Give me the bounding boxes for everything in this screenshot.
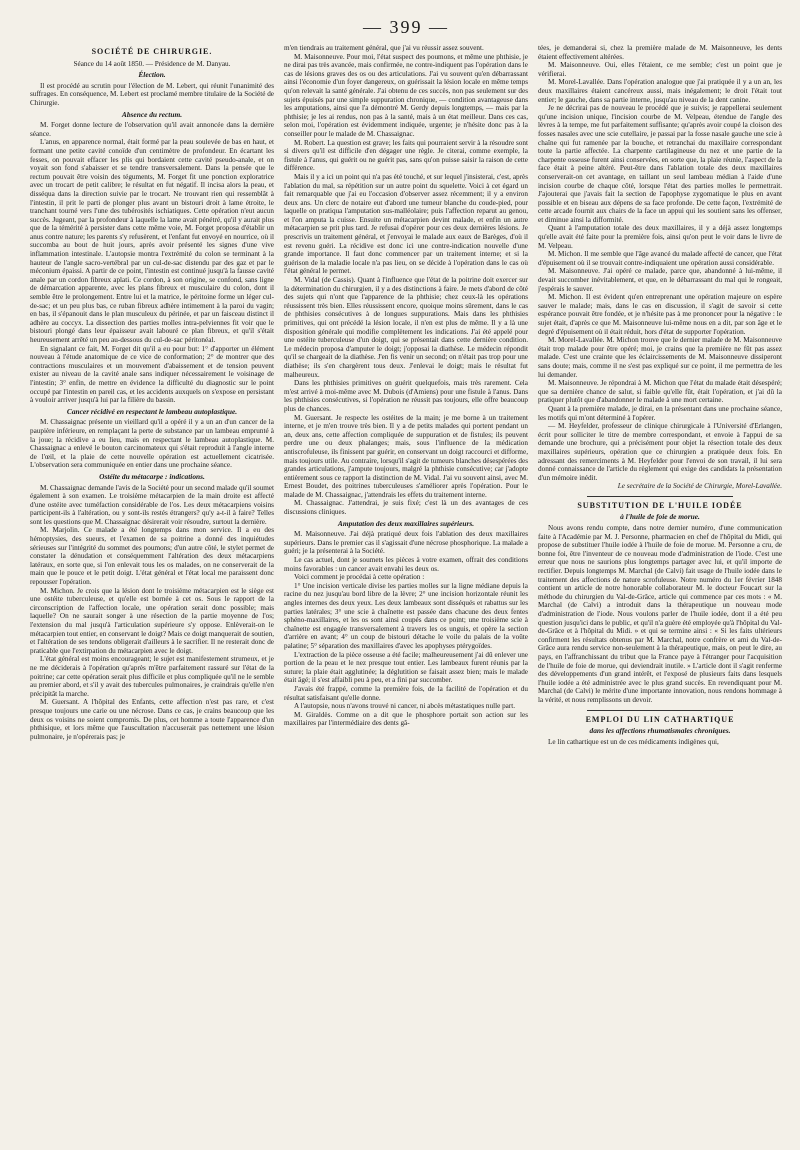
paragraph: Le cas actuel, dont je soumets les pièces à votre examen, offrait des conditions moins favorables : un cancer avait envahi les deux os. (284, 556, 528, 573)
paragraph: Dans les phthisies primitives on guérit quelquefois, mais très rarement. Cela m'est arrivé à moi-même avec M. Dubois (d'Amiens) pour une fistule à l'anus. Dans les phthisies consécutives, si l'opération ne réussit pas toujours, elle offre beaucoup plus de chances. (284, 379, 528, 413)
paragraph: tées, je demanderai si, chez la première malade de M. Maisonneuve, les dents étaient effectivement altérées. (538, 44, 782, 61)
paragraph: M. Robert. La question est grave; les faits qui pourraient servir à la résoudre sont si divers qu'il est difficile d'en dégager une règle. Je citerai, comme exemple, la fistule à l'anus, qui guérit ou ne guérit pas, sans qu'on puisse saisir la raison de cette différence. (284, 138, 528, 173)
paragraph: M. Forget donne lecture de l'observation qu'il avait annoncée dans la dernière séance. (30, 121, 274, 138)
column-1 (30, 44, 274, 1144)
paragraph: M. Guersant. A l'hôpital des Enfants, cette affection n'est pas rare, et c'est presque toujours une carie ou une nécrose. Dans ce cas, je crains beaucoup que les deux os voisins ne soient compromis. De plus, cet homme a toute l'apparence d'un phthisique, et lors même que l'auscultation n'accuserait pas nettement une lésion pulmonaire, je n'opérerais pas; je (30, 698, 274, 741)
paragraph: Le lin cathartique est un de ces médicaments indigènes qui, (548, 737, 719, 746)
paragraph: L'extraction de la pièce osseuse a été facile; malheureusement j'ai dû enlever une portion de la peau et le nez presque tout entier. Les lambeaux furent réunis par la suture; la plaie était agglutinée; la déglutition se faisait assez bien; mais le malade était âgé; il s'est affaibli peu à peu, et a fini par succomber. (284, 650, 528, 685)
paragraph: M. Maisonneuve. J'ai opéré ce malade, parce que, abandonné à lui-même, il devait succomber inévitablement, et que, en le débarrassant du mal qui le rongeait, j'espérais le sauver. (538, 267, 782, 293)
divider (587, 710, 733, 711)
subheading-iode: à l'huile de foie de morue. (620, 512, 700, 522)
paragraph: M. Maisonneuve. Je répondrai à M. Michon que l'état du malade était désespéré; que sa dernière chance de salut, si faible qu'elle fût, était l'opération, et j'ai dû la pratiquer plutôt que d'abandonner le malade à une mort certaine. (538, 379, 782, 405)
paragraph: Quant à l'amputation totale des deux maxillaires, il y a déjà assez longtemps qu'elle avait été faite pour la première fois, ainsi qu'on peut le voir dans le livre de M. Velpeau. (538, 224, 782, 250)
paragraph: M. Chassaignac demande l'avis de la Société pour un second malade qu'il soumet également à son examen. Le troisième métacarpien de la main droite est affecté d'une ostéite avec tuméfaction considérable de l'os. Les deux métacarpiens voisins participent-ils à l'altération, ou y sont-ils restés étrangers? qu'y a-t-il à faire? Telles sont les questions que M. Chassaignac désirerait voir résoudre, surtout la dernière. (30, 483, 274, 526)
paragraph: Il est procédé au scrutin pour l'élection de M. Lebert, qui réunit l'unanimité des suffrages. En conséquence, M. Lebert est proclamé membre titulaire de la Société de Chirurgie. (30, 81, 274, 107)
paragraph: M. Maisonneuve. Pour moi, l'état suspect des poumons, et même une phthisie, je ne dirai pas très avancée, mais confirmée, ne contre-indiquent pas l'opération dans le cas de lésions graves des os ou des articulations. J'ai vu souvent qu'en débarrassant ainsi l'économie d'un foyer dangereux, on guérissait la lésion locale en même temps qu'on relevait la santé générale. J'ai obtenu de ces succès, non pas seulement sur des sujets épuisés par une simple suppuration chronique, — condition avantageuse dans les amputations, ainsi que l'a démontré M. Gerdy depuis longtemps, — mais par la phthisie; je les ai rendus, non pas à la santé, mais à un état meilleur. Dans ces cas, selon moi, l'opération est évidemment indiquée, urgente; je n'hésite donc pas à la conseiller pour le malade de M. Chassaignac. (284, 52, 528, 138)
paragraph: L'anus, en apparence normal, était formé par la peau soulevée de bas en haut, et formant une petite cavité conoïde d'un centimètre de profondeur. En écartant les fesses, on pouvait effacer les plis qui bordaient cette cavité pseudo-anale, et on voyait son fond s'abaisser et se tendre transversalement. Dans la pensée que le rectum pouvait être voisin des téguments, M. Forget fit une ponction exploratrice avec un trocart de petit calibre; le résultat en fut négatif. Il incisa alors la peau, et disséqua dans la direction suivie par le trocart. Ne trouvant rien qui ressemblât à l'intestin, il prit le parti de plonger plus avant un bistouri droit à lame étroite, le tranchant tourné vers l'une des tubérosités ischiatiques. Cette opération n'eut aucun succès. Jugeant, par la profondeur à laquelle la lame avait pénétré, qu'il y aurait plus que de la témérité à persister dans cette même voie, M. Forget proposa d'établir un anus contre nature; les parents s'y refusèrent, et l'enfant fut envoyé en nourrice, où il succomba au bout de huit jours, après avoir présenté les signes d'une vive inflammation intestinale. L'autopsie montra l'extrémité du colon se terminant à la hauteur de l'angle sacro-vertébral par un cul-de-sac distendu par des gaz et par le méconium épaissi. A partir de ce point, l'intestin est continué jusqu'à la fausse cavité anale par un cordon fibreux aplati. Ce cordon, à son origine, se confond, sans ligne de démarcation apparente, avec les plans fibreux et musculaire du colon, dont il semble être le prolongement. Entre lui et la matrice, le péritoine forme un léger cul-de-sac; et un peu plus bas, ce ruban fibreux adhère intimement à la paroi du vagin; en bas, il s'épanouit dans le plan musculeux du périnée, et par un faisceau distinct il adhère au coccyx. La dissection des parties molles intra-pelviennes fit voir que le bistouri plongé dans leur épaisseur avait labouré ce plan fibreux, et qu'il s'était heureusement arrêté un peu au-dessous du cul-de-sac péritonéal. (30, 138, 274, 344)
paragraph: J'avais été frappé, comme la première fois, de la facilité de l'opération et du résultat satisfaisant qu'elle donne. (284, 684, 528, 702)
subheading-rectum: Absence du rectum. (121, 109, 183, 119)
paragraph: Quant à la première malade, je dirai, en la présentant dans une prochaine séance, les motifs qui m'ont déterminé à l'opérer. (538, 404, 782, 422)
paragraph: M. Michon. Il est évident qu'en entreprenant une opération majeure on espère sauver le malade; mais, dans le cas en discussion, il s'agit de savoir si cette espérance pouvait être fondée, et je n'hésite pas à me prononcer pour la négative : le sujet était, d'après ce que M. Maisonneuve lui-même nous en a dit, par son âge et le degré d'épuisement où il était réduit, hors d'état de supporter l'opération. (538, 293, 782, 336)
paragraph: M. Maisonneuve. J'ai déjà pratiqué deux fois l'ablation des deux maxillaires supérieurs. Dans le premier cas il s'agissait d'une nécrose phosphorique. La malade a guéri; je la présenterai à la Société. (284, 530, 528, 556)
subheading-cancer: Cancer récidivé en respectant le lambeau autoplastique. (66, 406, 238, 416)
session-line: Séance du 14 août 1850. — Présidence de M. Danyau. (73, 59, 231, 68)
subheading-lin: dans les affections rhumatismales chroniques. (589, 726, 731, 736)
paragraph: L'état général est moins encourageant; le sujet est manifestement strumeux, et je ne me déciderais à l'opération qu'après m'être parfaitement rassuré sur l'état de la poitrine; car cette opération serait plus difficile et plus compliquée qu'il ne le semble au premier abord, et s'il y avait des tubercules pulmonaires, je craindrais qu'elle n'en précipitât la marche. (30, 655, 274, 698)
paragraph: M. Giraldès. Comme on a dit que le phosphore portait son action sur les maxillaires par l'intermédiaire des dents gâ- (284, 710, 528, 728)
paragraph: M. Guersant. Je respecte les ostéites de la main; je me borne à un traitement interne, et je m'en trouve très bien. Il y a de petits malades qui portent pendant un an, deux ans, cette affection compliquée de suppuration et de fistules; ils peuvent perdre une ou deux phalanges; mais, sous l'influence de la médication antiscrofuleuse, ils finissent par guérir, en conservant un doigt raccourci et difforme, mais toujours utile. Au contraire, lorsqu'il s'agit de tumeurs blanches désespérées des grandes articulations, j'ampute toujours, malgré la phthisie consécutive; car j'adopte entièrement sous ce rapport la distinction de M. Vidal. J'ai vu souvent ainsi, avec M. Ernest Boudet, des poitrines tuberculeuses s'améliorer après l'opération. Pour le malade de M. Chassaignac, j'attendrais les effets du traitement interne. (284, 413, 528, 499)
paragraph: M. Chassaignac présente un vieillard qu'il a opéré il y a un an d'un cancer de la paupière inférieure, en remplaçant la perte de substance par un lambeau emprunté à la joue; la récidive a eu lieu, mais en respectant le lambeau autoplastique. M. Chassaignac a enlevé le bouton carcinomateux qui s'était reproduit à l'angle interne de l'œil, et la plaie de cette nouvelle opération est actuellement cicatrisée. L'observation sera communiquée en entier dans une prochaine séance. (30, 418, 274, 470)
paragraph: M. Vidal (de Cassis). Quant à l'influence que l'état de la poitrine doit exercer sur la détermination du chirurgien, il y a des distinctions à faire. Je mets d'abord de côté des sujets qui n'ont que l'apparence de la phthisie; chez ceux-là les opérations réussissent très bien. Elles réussissent encore, quoique moins sûrement, dans le cas de phthisies consécutives à de longues suppurations. Mais dans les phthisies primitives, qui ont précédé la lésion locale, il n'en est plus de même. Il y a là une disposition générale qui modifie complètement les indications. J'ai été appelé pour une ostéite tuberculeuse d'un doigt, qui se présentait dans cette dernière condition. Le médecin proposa d'amputer le doigt; j'opposai la diathèse. Le médecin répondit qu'il se chargeait de la diathèse. J'en fis venir un second; on n'était pas trop pour une diathèse; ils s'en chargèrent tous deux. J'enlevai le doigt; mais le résultat fut malheureux. (284, 276, 528, 379)
columns (30, 44, 782, 1144)
paragraph: M. Michon. Il me semble que l'âge avancé du malade affecté de cancer, que l'état d'épuisement où il se trouvait contre-indiquaient une opération aussi considérable. (538, 250, 782, 267)
paragraph: Nous avons rendu compte, dans notre dernier numéro, d'une communication faite à l'Académie par M. J. Personne, pharmacien en chef de l'hôpital du Midi, qui propose de substituer l'huile iodée à l'huile de foie de morue. M. Personne a cru, de bonne foi, être l'inventeur de ce nouveau mode d'administration de l'iode. C'est une erreur que nous ne saurions plus longtemps partager avec lui, et qu'il importe de rectifier. Depuis longtemps M. Marchal (de Calvi) fait usage de l'huile iodée dans le traitement des affections de nature scrofuleuse. Notre numéro du 1er février 1848 contient un article de notre honorable collaborateur M. le docteur Foucart sur la méthode du chirurgien du Val-de-Grâce, article qui commence par ces mots : « M. Marchal (de Calvi) a introduit dans la thérapeutique un nouveau mode d'administration de l'iode. Nous voulons parler de l'huile iodée, dont il a été peu question jusqu'ici dans le public, et qu'il n'a guère été employée qu'à l'hôpital du Val-de-Grâce et à l'hôpital du Midi. » et qui se termine ainsi : « Si les faits ultérieurs confirment les résultats obtenus par M. Marchal, notre confrère et ami du Val-de-Grâce aura rendu service non-seulement à la thérapeutique, mais, on peut le dire, au pays, en l'affranchissant du tribut que la France paye à l'étranger pour l'acquisition de l'huile de foie de morue, qui deviendrait inutile. » L'article dont il s'agit renferme des développements d'un grand intérêt, et l'exposé de plusieurs faits dans lesquels l'huile iodée a été administrée avec le plus grand succès. En revendiquant pour M. Marchal (de Calvi) le mérite d'une importante innovation, nous rendons hommage à la vérité, et nous remplissons un devoir. (538, 524, 782, 704)
subheading-osteite: Ostéite du métacarpe : indications. (99, 471, 205, 481)
paragraph: M. Marjolin. Ce malade a été longtemps dans mon service. Il a eu des hémoptysies, des sueurs, et l'examen de sa poitrine a donné des inquiétudes sérieuses sur l'intégrité du sommet des poumons; d'un autre côté, le stylet permet de constater la dénudation et conséquemment l'altération des deux métacarpiens latéraux, en sorte que, si l'on enlevait tous les os malades, on ne conserverait de la main que le pouce et le petit doigt. L'état général et l'état local me paraissent donc repousser l'opération. (30, 526, 274, 587)
paragraph: M. Michon. Je crois que la lésion dont le troisième métacarpien est le siège est une ostéite tuberculeuse, et qu'elle est bornée à cet os. Sous le rapport de la circonscription de l'affection locale, une opération serait donc possible; mais laquelle? On ne saurait songer à une résection de la partie moyenne de l'os; l'extension du mal jusqu'à l'articulation supérieure s'y oppose. Enlèverait-on le métacarpien tout entier, en conservant le doigt? Mais ce doigt manquerait de soutien, et l'altération de ses tendons obligerait d'ailleurs à le sacrifier. Il ne resterait donc de praticable que l'extirpation du métacarpien avec le doigt. (30, 586, 274, 655)
paragraph: Je ne décrirai pas de nouveau le procédé que je suivis; je rappellerai seulement qu'une incision unique, l'incision courbe de M. Velpeau, étendue de l'angle des lèvres à la tempe, me fut parfaitement suffisante; qu'après avoir coupé la cloison des fosses nasales avec une scie cutellaire, je passai par la fosse nasale gauche une scie à chaîne qui fut ramenée par la bouche, et retranchai du maxillaire correspondant toute la partie affectée. La charpente cartilagineuse du nez et une partie de la charpente osseuse furent ainsi conservées, en sorte que, la plaie réunie, l'aspect de la face était à peine altéré. Peut-être dans l'ablation totale des deux maxillaires conserverait-on cet avantage, en taillant un seul lambeau médian à l'aide d'une incision courbe de chaque côté, lorsque l'état des parties molles le permettrait. J'ajouterai que j'avais fait la section de l'apophyse zygomatique le plus en avant possible et en biseau aux dépens de sa face profonde. De cette façon, l'extrémité de cette arcade fournit aux chairs de la face un appui qui les soutient sans les offenser, et diminue ainsi la difformité. (538, 104, 782, 224)
page-header (30, 10, 782, 44)
paragraph: Voici comment je procédai à cette opération : (294, 573, 425, 582)
paragraph: M. Chassaignac. J'attendrai, je suis fixé; c'est là un des avantages de ces discussions cliniques. (284, 499, 528, 517)
section-title-lin: EMPLOI DU LIN CATHARTIQUE (585, 714, 735, 724)
section-title: SOCIÉTÉ DE CHIRURGIE. (91, 47, 213, 56)
signature-line: Le secrétaire de la Société de Chirurgie, Morel-Lavallée. (617, 482, 782, 491)
divider (587, 496, 733, 497)
subheading-election: Élection. (138, 70, 166, 80)
paragraph: M. Maisonneuve. Oui, elles l'étaient, ce me semble; c'est un point que je vérifierai. (538, 61, 782, 78)
column-3 (538, 44, 782, 1144)
column-2 (284, 44, 528, 1144)
paragraph: A l'autopsie, nous n'avons trouvé ni cancer, ni abcès métastatiques nulle part. (294, 702, 516, 711)
paragraph: M. Morel-Lavallée. M. Michon trouve que le dernier malade de M. Maisonneuve était trop malade pour être opéré; moi, je crains que la première ne fût pas assez malade. C'est une crainte que les éclaircissements de M. Maisonneuve dissiperont sans doute; mais, comme il ne s'est pas expliqué sur ce point, il me permettra de les lui demander. (538, 336, 782, 379)
paragraph: Mais il y a ici un point qui n'a pas été touché, et sur lequel j'insisterai, c'est, après l'ablation du mal, sa répétition sur un autre point du squelette. Voici à cet égard un fait remarquable que j'ai eu l'occasion d'observer assez récemment; il y a environ deux ans. Un clerc de notaire eut d'abord une tumeur blanche du coude-pied, pour laquelle on pratiqua l'amputation sus-malléolaire; puis l'affection reparut au genou, et l'on amputa la cuisse. Ensuite un métacarpien devint malade, et enfin un autre métacarpien se prit plus tard. Je refusai d'opérer pour ces deux dernières lésions. Je prescrivis un traitement général, et j'envoyai le malade aux eaux de Barèges, d'où il est revenu guéri. La récidive est donc ici une contre-indication nouvelle d'une grande importance. Il faut donc commencer par un traitement interne; et si la guérison de la maladie locale n'a pas lieu, on se décide à l'opération dans le cas où l'état général le permet. (284, 172, 528, 276)
paragraph: 1° Une incision verticale divise les parties molles sur la ligne médiane depuis la racine du nez jusqu'au bord libre de la lèvre; 2° une incision horizontale réunit les angles internes des deux yeux. Les deux lambeaux sont disséqués et rabattus sur les parties latérales; 3° une scie à chaînette est passée dans chacune des deux fentes sphéno-maxillaires, et les os sont ainsi coupés dans ce point; une troisième scie à chaînette est engagée transversalement à travers les os unguis, et opère la section d'arrière en avant; 4° un coup de bistouri détache le voile du palais de la voûte palatine; 5° séparation des maxillaires d'avec les apophyses ptérygoïdes. (284, 581, 528, 650)
page-number: — 399 — (363, 16, 449, 37)
paragraph: M. Morel-Lavallée. Dans l'opération analogue que j'ai pratiquée il y a un an, les deux maxillaires étaient cancéreux aussi, mais inégalement; le droit l'était tout entier; le gauche, dans sa partie interne, jusqu'au niveau de la dent canine. (538, 78, 782, 104)
paragraph: En signalant ce fait, M. Forget dit qu'il a eu pour but: 1° d'apporter un élément nouveau à l'étude anatomique de ce vice de conformation; 2° de montrer que des contractions musculaires et un mouvement d'abaissement et de tension peuvent exister au niveau de la cavité anale sans indiquer nécessairement le voisinage de l'intestin; 3° enfin, de mettre en évidence la difficulté du diagnostic sur le point occupé par l'intestin en pareil cas, et les accidents auxquels on s'expose en persistant à vouloir arriver jusqu'à lui par la filière du bassin. (30, 344, 274, 405)
subheading-amputation: Amputation des deux maxillaires supérieurs. (337, 518, 475, 528)
section-title-iode: SUBSTITUTION DE L'HUILE IODÉE (577, 500, 743, 510)
paragraph: m'en tiendrais au traitement général, que j'ai vu réussir assez souvent. (284, 44, 484, 52)
paragraph: — M. Heyfelder, professeur de clinique chirurgicale à l'Université d'Erlangen, écrit pour solliciter le titre de membre correspondant, et envoie à l'appui de sa demande une brochure, qui a précisément pour objet la résection totale des deux maxillaires supérieurs, opération que ce chirurgien a pratiquée deux fois. En adressant des remerciments à M. Heyfelder pour l'envoi de son travail, il lui sera donné connaissance de l'article du règlement qui exige des candidats la présentation d'un mémoire inédit. (538, 422, 782, 482)
